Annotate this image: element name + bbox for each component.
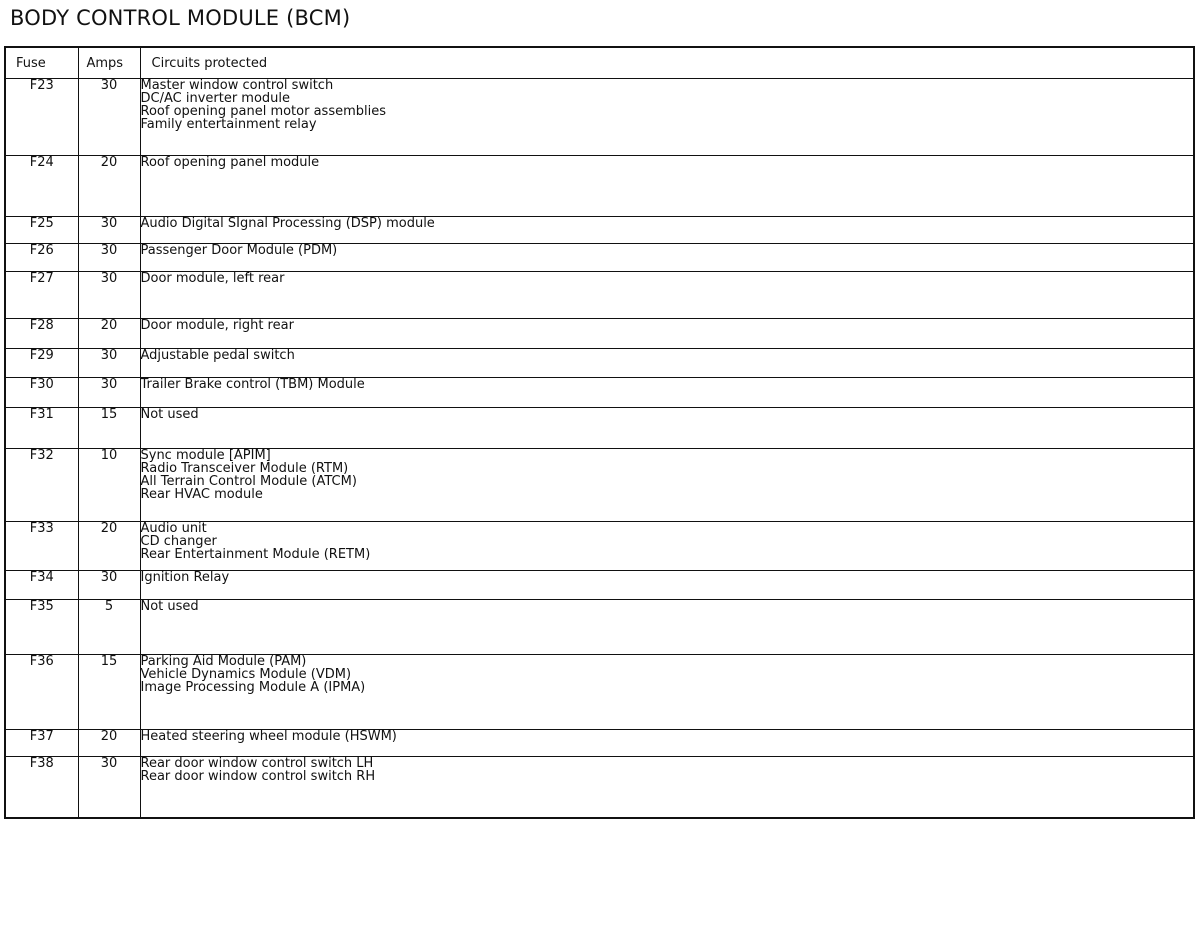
amps-cell: 20 xyxy=(78,522,140,571)
circuit-line: Sync module [APIM] xyxy=(140,448,271,463)
circuits-cell xyxy=(140,319,1194,349)
circuit-line: Not used xyxy=(140,407,199,422)
table-row xyxy=(5,79,1194,156)
fuse-cell: F24 xyxy=(5,156,78,217)
amps-cell: 20 xyxy=(78,319,140,349)
table-row xyxy=(5,449,1194,522)
circuits-cell xyxy=(140,349,1194,378)
circuit-line: Rear Entertainment Module (RETM) xyxy=(140,547,371,562)
table-row xyxy=(5,522,1194,571)
circuit-line: Passenger Door Module (PDM) xyxy=(140,243,338,258)
table-row xyxy=(5,571,1194,600)
fuse-table xyxy=(4,46,1195,819)
circuit-line: Roof opening panel module xyxy=(140,155,320,170)
table-row xyxy=(5,730,1194,757)
amps-cell: 30 xyxy=(78,79,140,156)
fuse-cell: F31 xyxy=(5,408,78,449)
circuit-line: Master window control switch xyxy=(140,78,334,93)
circuit-line: Vehicle Dynamics Module (VDM) xyxy=(140,667,352,682)
amps-cell: 20 xyxy=(78,156,140,217)
amps-cell: 30 xyxy=(78,571,140,600)
circuits-cell xyxy=(140,522,1194,571)
circuits-cell xyxy=(140,272,1194,319)
circuits-cell xyxy=(140,244,1194,272)
fuse-cell: F36 xyxy=(5,655,78,730)
amps-cell: 30 xyxy=(78,378,140,408)
circuits-cell xyxy=(140,655,1194,730)
circuit-line: Rear HVAC module xyxy=(140,487,263,502)
circuits-cell xyxy=(140,378,1194,408)
circuit-line: Audio unit xyxy=(140,521,207,536)
circuit-line: Trailer Brake control (TBM) Module xyxy=(140,377,365,392)
fuse-cell: F35 xyxy=(5,600,78,655)
circuit-line: Ignition Relay xyxy=(140,570,230,585)
table-body xyxy=(5,79,1194,818)
table-row xyxy=(5,757,1194,818)
circuit-line: DC/AC inverter module xyxy=(140,91,291,106)
amps-cell: 10 xyxy=(78,449,140,522)
circuit-line: Heated steering wheel module (HSWM) xyxy=(140,729,397,744)
circuit-line: Door module, right rear xyxy=(140,318,294,333)
table-row xyxy=(5,408,1194,449)
table-row xyxy=(5,378,1194,408)
table-row xyxy=(5,217,1194,244)
column-header-circuits: Circuits protected xyxy=(140,47,1194,79)
fuse-cell: F32 xyxy=(5,449,78,522)
fuse-cell: F30 xyxy=(5,378,78,408)
circuit-line: Radio Transceiver Module (RTM) xyxy=(140,461,349,476)
fuse-cell: F38 xyxy=(5,757,78,818)
fuse-cell: F29 xyxy=(5,349,78,378)
table-row xyxy=(5,244,1194,272)
circuits-cell xyxy=(140,156,1194,217)
amps-cell: 5 xyxy=(78,600,140,655)
amps-cell: 30 xyxy=(78,244,140,272)
table-row xyxy=(5,600,1194,655)
fuse-cell: F26 xyxy=(5,244,78,272)
circuit-line: Rear door window control switch RH xyxy=(140,769,376,784)
circuits-cell xyxy=(140,757,1194,818)
table-row xyxy=(5,272,1194,319)
column-header-amps: Amps xyxy=(78,47,140,79)
table-row xyxy=(5,319,1194,349)
circuits-cell xyxy=(140,449,1194,522)
fuse-cell: F37 xyxy=(5,730,78,757)
circuit-line: Rear door window control switch LH xyxy=(140,756,374,771)
amps-cell: 30 xyxy=(78,349,140,378)
circuit-line: Image Processing Module A (IPMA) xyxy=(140,680,366,695)
fuse-cell: F23 xyxy=(5,79,78,156)
circuits-cell xyxy=(140,571,1194,600)
circuits-cell xyxy=(140,408,1194,449)
circuits-cell xyxy=(140,217,1194,244)
amps-cell: 30 xyxy=(78,757,140,818)
circuit-line: Adjustable pedal switch xyxy=(140,348,295,363)
circuit-line: Family entertainment relay xyxy=(140,117,317,132)
amps-cell: 30 xyxy=(78,272,140,319)
amps-cell: 15 xyxy=(78,408,140,449)
fuse-cell: F28 xyxy=(5,319,78,349)
column-header-fuse: Fuse xyxy=(5,47,78,79)
fuse-cell: F27 xyxy=(5,272,78,319)
circuits-cell xyxy=(140,730,1194,757)
table-row xyxy=(5,655,1194,730)
fuse-cell: F33 xyxy=(5,522,78,571)
circuit-line: Roof opening panel motor assemblies xyxy=(140,104,387,119)
table-row xyxy=(5,349,1194,378)
circuit-line: Not used xyxy=(140,599,199,614)
amps-cell: 15 xyxy=(78,655,140,730)
table-header-row xyxy=(5,47,1194,79)
circuit-line: Audio Digital SIgnal Processing (DSP) module xyxy=(140,216,435,231)
circuits-cell xyxy=(140,79,1194,156)
table-row xyxy=(5,156,1194,217)
fuse-cell: F34 xyxy=(5,571,78,600)
amps-cell: 20 xyxy=(78,730,140,757)
circuit-line: Door module, left rear xyxy=(140,271,285,286)
circuit-line: Parking Aid Module (PAM) xyxy=(140,654,307,669)
circuits-cell xyxy=(140,600,1194,655)
page-title: BODY CONTROL MODULE (BCM) xyxy=(10,6,351,30)
circuit-line: All Terrain Control Module (ATCM) xyxy=(140,474,357,489)
amps-cell: 30 xyxy=(78,217,140,244)
fuse-cell: F25 xyxy=(5,217,78,244)
circuit-line: CD changer xyxy=(140,534,217,549)
